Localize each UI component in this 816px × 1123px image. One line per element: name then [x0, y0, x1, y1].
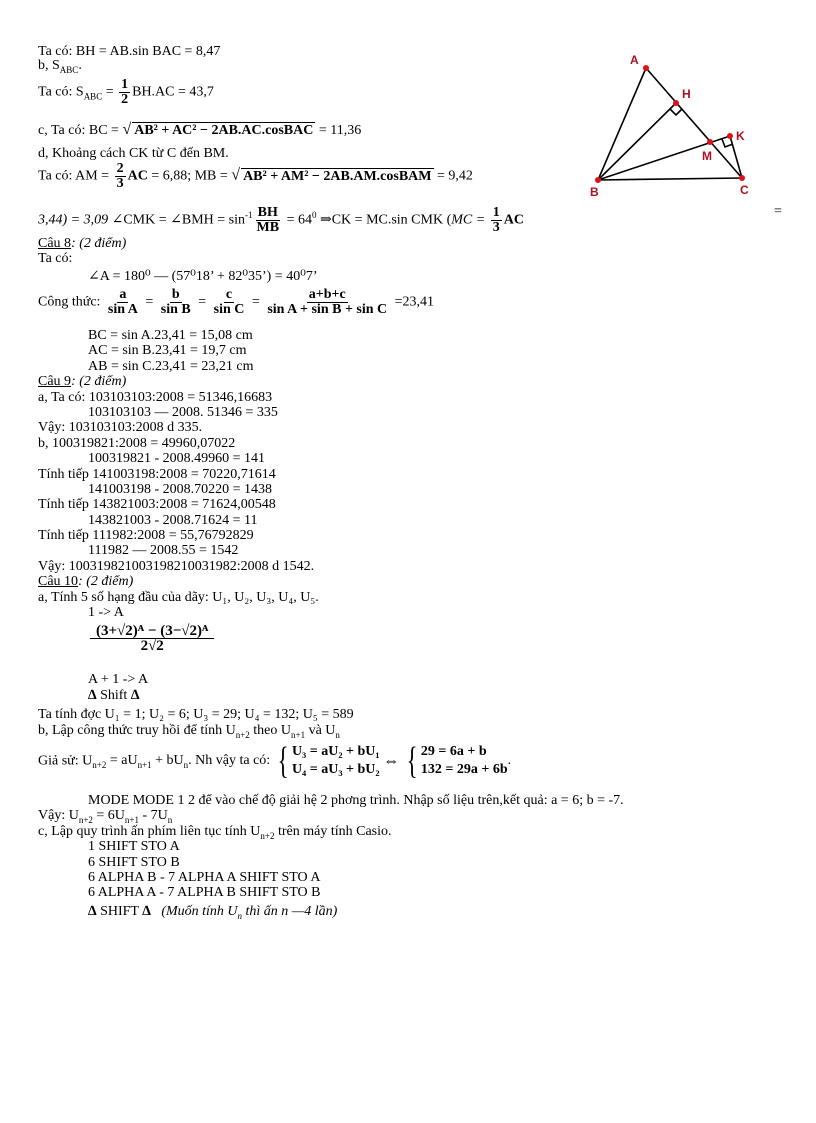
line-sabc: Ta có: $S_{ABC}$ = $\frac{1}{2}$ BH.AC = 43,7 — [38, 77, 214, 107]
sqrt-bc: AB² + AC² − 2AB.AC.cosBAC — [134, 123, 314, 138]
line-9b7: Tính tiếp 111982:2008 = 55,76792829 — [38, 528, 254, 543]
point-k — [727, 133, 733, 139]
triangle-figure — [590, 48, 790, 198]
key-seq-2: 6 SHIFT STO B — [88, 855, 180, 870]
line-angle-a: ∠A = 180⁰ — (57⁰18’ + 82⁰35’) = 40⁰7’ — [88, 269, 318, 284]
sqrt-mb: AB² + AM² − 2AB.AM.cosBAM — [243, 168, 432, 184]
right-angle-h — [670, 109, 682, 115]
line-am-mb: Ta có: AM = $\frac{2}{3}$ AC = 6,88; MB = √ AB² + AM² − 2AB.AM.cosBAM = 9,42 — [38, 161, 473, 191]
segment-bc — [598, 178, 742, 180]
key-seq-4: 6 ALPHA A - 7 ALPHA B SHIFT STO B — [88, 885, 321, 900]
line-9b4: 141003198 - 2008.70220 = 1438 — [88, 482, 273, 497]
triangle-key-icon: ∆ — [142, 904, 151, 919]
segment-ab — [598, 68, 646, 180]
point-c — [739, 175, 745, 181]
label-a: A — [630, 53, 639, 67]
label-k: K — [736, 129, 745, 143]
cau8-heading: Câu 8: (2 điểm) — [38, 236, 127, 251]
line-system: Giả sử: $U_{n+2} = aU_{n+1} + bU_n$. Nh vậy ta có: { U₃ = aU₂ + bU₁ U₄ = aU₃ + bU₂ ⇔ { 29 = 6a + b 132 = 29a + 6b . — [38, 740, 512, 782]
cau10-heading: Câu 10: (2 điểm) — [38, 574, 134, 589]
point-m — [707, 139, 713, 145]
line-d: d, Khoảng cách CK từ C đến BM. — [38, 146, 229, 161]
line-9b5: Tính tiếp 143821003:2008 = 71624,00548 — [38, 497, 276, 512]
point-a — [643, 65, 649, 71]
label-m: M — [702, 149, 712, 163]
segment-ac — [646, 68, 742, 178]
line-9b: b, 100319821:2008 = 49960,07022 — [38, 436, 236, 451]
line-10a5: Ta tính đợc U₁ = 1; U₂ = 6; U₃ = 29; U₄ = 132; U₅ = 589 — [38, 707, 354, 722]
line-10a1: 1 -> A — [88, 605, 124, 620]
triangle-key-icon: ∆ — [88, 904, 97, 919]
line-9b6: 143821003 - 2008.71624 = 11 — [88, 513, 258, 528]
line-9a3: Vậy: 103103103:2008 d 335. — [38, 420, 203, 435]
key-seq-1: 1 SHIFT STO A — [88, 839, 180, 854]
line-mode: MODE MODE 1 2 để vào chế độ giải hệ 2 phơng trình. Nhập số liệu trên,kết quả: a = 6; b = -7. — [88, 793, 624, 808]
line-9a: a, Ta có: 103103103:2008 = 51346,16683 — [38, 390, 273, 405]
point-h — [673, 100, 679, 106]
cau9-heading: Câu 9: (2 điểm) — [38, 374, 127, 389]
fraction-half: $\frac{1}{2}$ — [121, 77, 129, 107]
point-b — [595, 177, 601, 183]
line-bc-cm: BC = sin A.23,41 = 15,08 cm — [88, 328, 253, 343]
line-b-sabc: b, $S_{ABC}$. — [38, 58, 82, 75]
key-seq-3: 6 ALPHA B - 7 ALPHA A SHIFT STO A — [88, 870, 321, 885]
formula-un: $\frac{\text{(3+√2)ᴬ − (3−√2)ᴬ}}{2√2}$ — [88, 624, 216, 653]
line-10a: a, Tính 5 số hạng đầu của dãy: U₁, U₂, U₃, U₄, U₅. — [38, 590, 319, 605]
line-taco: Ta có: — [38, 251, 73, 266]
line-ck: 3,44) = 3,09 ∠CMK = ∠BMH = $\sin^{-1}$ $\frac{BH}{MB}$ = $64^0$ ⇒CK = MC.sin CMK (MC = $\frac{1}{3}$ AC — [38, 205, 524, 235]
line-10a3: A + 1 -> A — [88, 672, 149, 687]
line-10c: c, Lập quy trình ấn phím liên tục tính $U_{n+2}$ trên máy tính Casio. — [38, 824, 392, 841]
label-b: B — [590, 185, 599, 198]
line-9b9: Vậy: 100319821003198210031982:2008 d 1542. — [38, 559, 315, 574]
line-10b: b, Lập công thức truy hồi để tính $U_{n+2}$ theo $U_{n+1}$ và $U_n$ — [38, 723, 340, 740]
line-10a4: ∆ Shift ∆ — [88, 688, 140, 703]
line-9a2: 103103103 — 2008. 51346 = 335 — [88, 405, 278, 420]
line-bc: c, Ta có: BC = √ AB² + AC² − 2AB.AC.cosBAC = 11,36 — [38, 121, 362, 138]
line-recurrence: Vậy: $U_{n+2} = 6U_{n+1} - 7U_n$ — [38, 808, 173, 825]
key-seq-5: ∆ SHIFT ∆ (Muốn tính $U_n$ thì ấn n —4 lần) — [88, 904, 338, 921]
triangle-key-icon: ∆ — [88, 688, 97, 703]
line-law-of-sines: Công thức: $\frac{a}{\text{sin A}}$ = $\frac{b}{\text{sin B}}$ = $\frac{c}{\text{sin C}}$ = $\frac{a+b+c}{\text{sin A + sin B + sin C}}$ =23,41 — [38, 287, 435, 317]
line-ac-cm: AC = sin B.23,41 = 19,7 cm — [88, 343, 247, 358]
line-eq-tail: = — [774, 204, 782, 219]
segment-bh — [598, 103, 676, 180]
line-9b3: Tính tiếp 141003198:2008 = 70220,71614 — [38, 467, 276, 482]
label-h: H — [682, 87, 691, 101]
label-c: C — [740, 183, 749, 197]
line-ab-cm: AB = sin C.23,41 = 23,21 cm — [88, 359, 254, 374]
triangle-key-icon: ∆ — [130, 688, 140, 703]
line-9b8: 111982 — 2008.55 = 1542 — [88, 543, 239, 558]
line-bh: Ta có: BH = AB.sin BAC = 8,47 — [38, 44, 221, 59]
line-9b2: 100319821 - 2008.49960 = 141 — [88, 451, 266, 466]
